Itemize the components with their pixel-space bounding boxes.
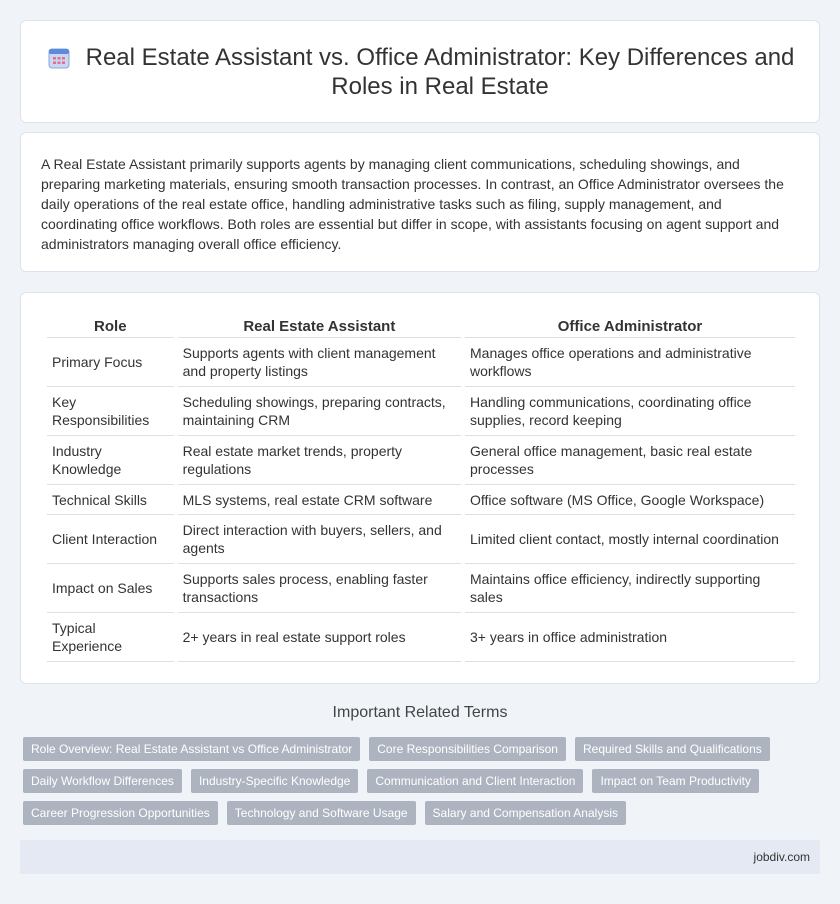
related-term-tag[interactable]: Career Progression Opportunities xyxy=(23,801,218,825)
footer-site-link[interactable]: jobdiv.com xyxy=(753,850,810,864)
row-label: Impact on Sales xyxy=(47,564,174,613)
header-real-estate-assistant: Real Estate Assistant xyxy=(178,313,461,338)
administrator-cell: Office software (MS Office, Google Workspace) xyxy=(465,485,795,515)
related-term-tag[interactable]: Required Skills and Qualifications xyxy=(575,737,770,761)
related-terms-tags xyxy=(23,737,813,833)
administrator-cell: Limited client contact, mostly internal coordination xyxy=(465,515,795,564)
related-term-tag[interactable]: Communication and Client Interaction xyxy=(367,769,583,793)
intro-card xyxy=(20,132,820,272)
footer xyxy=(20,840,820,874)
administrator-cell: Maintains office efficiency, indirectly supporting sales xyxy=(465,564,795,613)
administrator-cell: Handling communications, coordinating office supplies, record keeping xyxy=(465,387,795,436)
administrator-cell: Manages office operations and administrative workflows xyxy=(465,338,795,387)
assistant-cell: 2+ years in real estate support roles xyxy=(178,613,461,662)
assistant-cell: Scheduling showings, preparing contracts, maintaining CRM xyxy=(178,387,461,436)
table-row xyxy=(47,436,795,485)
row-label: Industry Knowledge xyxy=(47,436,174,485)
related-term-tag[interactable]: Role Overview: Real Estate Assistant vs Office Administrator xyxy=(23,737,360,761)
table-row xyxy=(47,564,795,613)
header-card xyxy=(20,20,820,123)
related-term-tag[interactable]: Core Responsibilities Comparison xyxy=(369,737,566,761)
assistant-cell: Real estate market trends, property regulations xyxy=(178,436,461,485)
table-header-row xyxy=(47,313,795,338)
table-row xyxy=(47,338,795,387)
assistant-cell: MLS systems, real estate CRM software xyxy=(178,485,461,515)
table-row xyxy=(47,485,795,515)
comparison-table xyxy=(43,313,799,662)
page-title: Real Estate Assistant vs. Office Administrator: Key Differences and Roles in Real Estate xyxy=(85,43,795,100)
assistant-cell: Direct interaction with buyers, sellers, and agents xyxy=(178,515,461,564)
header-office-administrator: Office Administrator xyxy=(465,313,795,338)
row-label: Key Responsibilities xyxy=(47,387,174,436)
administrator-cell: 3+ years in office administration xyxy=(465,613,795,662)
table-row xyxy=(47,515,795,564)
intro-paragraph: A Real Estate Assistant primarily supports agents by managing client communications, scheduling showings, and preparing marketing materials, ensuring smooth transaction processes. In contrast, an Office Administrator oversees the daily operations of the real estate office, handling administrative tasks such as filing, supply management, and coordinating office workflows. Both roles are essential but differ in scope, with assistants focusing on agent support and administrators managing overall office efficiency. xyxy=(41,156,784,252)
assistant-cell: Supports agents with client management and property listings xyxy=(178,338,461,387)
row-label: Typical Experience xyxy=(47,613,174,662)
table-row xyxy=(47,387,795,436)
row-label: Client Interaction xyxy=(47,515,174,564)
header-role: Role xyxy=(47,313,174,338)
related-term-tag[interactable]: Impact on Team Productivity xyxy=(592,769,759,793)
related-terms-title: Important Related Terms xyxy=(332,704,508,721)
row-label: Technical Skills xyxy=(47,485,174,515)
comparison-table-card xyxy=(20,292,820,684)
related-term-tag[interactable]: Daily Workflow Differences xyxy=(23,769,182,793)
related-term-tag[interactable]: Industry-Specific Knowledge xyxy=(191,769,358,793)
related-term-tag[interactable]: Technology and Software Usage xyxy=(227,801,416,825)
related-term-tag[interactable]: Salary and Compensation Analysis xyxy=(425,801,626,825)
row-label: Primary Focus xyxy=(47,338,174,387)
assistant-cell: Supports sales process, enabling faster transactions xyxy=(178,564,461,613)
table-row xyxy=(47,613,795,662)
administrator-cell: General office management, basic real estate processes xyxy=(465,436,795,485)
